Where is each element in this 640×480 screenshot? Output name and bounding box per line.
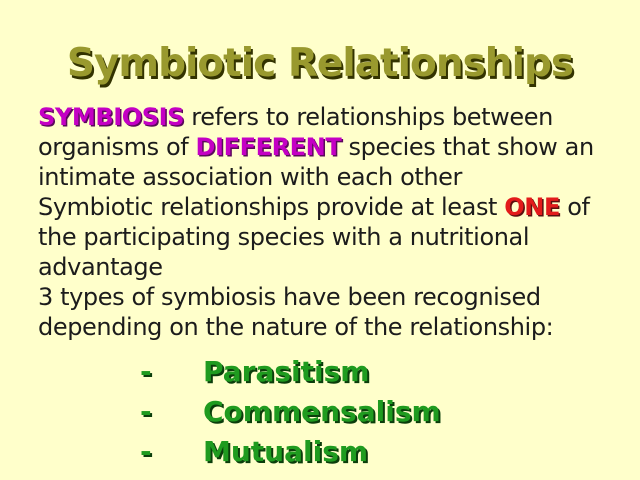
list-item-commensalism xyxy=(0,391,640,431)
body-text-segment: the participating species with a nutritional xyxy=(38,223,530,251)
list-item-parasitism xyxy=(0,351,640,391)
body-text-segment: of xyxy=(559,193,590,221)
body-line xyxy=(38,282,640,312)
slide-title: Symbiotic Relationships xyxy=(66,41,574,86)
body-text-segment: species that show an xyxy=(341,133,594,161)
body-text-segment: depending on the nature of the relationship: xyxy=(38,313,554,341)
body-line xyxy=(38,312,640,342)
list-item-label: Parasitism xyxy=(203,354,370,388)
list-item-mutualism xyxy=(0,431,640,471)
body-line xyxy=(38,192,640,222)
symbiosis-type-list xyxy=(0,351,640,471)
list-item-label: Commensalism xyxy=(203,394,441,428)
highlight-one: ONE xyxy=(504,193,560,221)
body-text-segment: intimate association with each other xyxy=(38,163,463,191)
highlight-different: DIFFERENT xyxy=(195,133,342,161)
body-line xyxy=(38,162,640,192)
body-text-segment: 3 types of symbiosis have been recognised xyxy=(38,283,541,311)
body-line xyxy=(38,132,640,162)
highlight-symbiosis: SYMBIOSIS xyxy=(38,103,185,131)
body-line xyxy=(38,252,640,282)
dash-bullet: - xyxy=(140,394,152,428)
body-text-segment: Symbiotic relationships provide at least xyxy=(38,193,505,221)
body-text-segment: organisms of xyxy=(38,133,196,161)
body-line xyxy=(38,102,640,132)
slide-body-text xyxy=(38,102,640,342)
dash-bullet: - xyxy=(140,354,152,388)
body-line xyxy=(38,222,640,252)
body-text-segment: advantage xyxy=(38,253,163,281)
list-item-label: Mutualism xyxy=(203,434,369,468)
body-text-segment: refers to relationships between xyxy=(184,103,553,131)
dash-bullet: - xyxy=(140,434,152,468)
